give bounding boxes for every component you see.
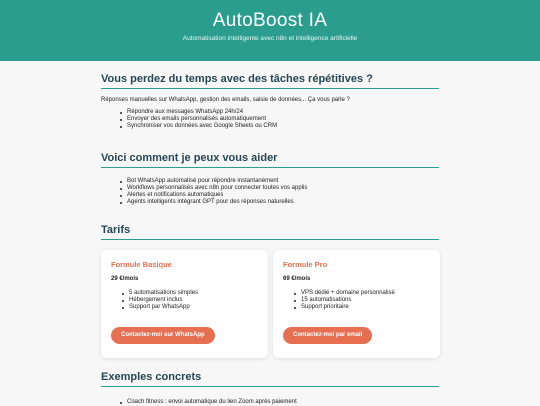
examples-section [101, 371, 439, 406]
plan-price: 29 €/mois [111, 276, 139, 282]
whatsapp-contact-button[interactable]: Contactez-moi sur WhatsApp [111, 327, 215, 344]
pricing-section [101, 224, 439, 240]
list-item: Alertes et notifications automatiques [127, 192, 439, 199]
site-subtitle: Automatisation intelligente avec n8n et intelligence artificielle [182, 35, 358, 42]
list-item: 15 automatisations [301, 297, 395, 304]
problem-intro: Réponses manuelles sur WhatsApp, gestion des emails, saisie de données... Ça vous parle ? [101, 97, 350, 103]
list-item: Bot WhatsApp automatisé pour répondre instantanément [127, 178, 439, 185]
list-item: Agents intelligents intégrant GPT pour des réponses naturelles [127, 199, 439, 206]
site-title: AutoBoost IA [212, 10, 328, 31]
solution-list [101, 178, 439, 206]
plan-card-pro [273, 250, 440, 358]
email-contact-button[interactable]: Contactez-moi par email [283, 327, 372, 344]
pricing-title: Tarifs [101, 224, 439, 240]
pricing-cards [101, 250, 439, 358]
list-item: Synchroniser vos données avec Google Sheets ou CRM [127, 123, 439, 130]
solution-section [101, 152, 439, 206]
examples-title: Exemples concrets [101, 371, 439, 387]
list-item: Support prioritaire [301, 304, 395, 311]
list-item: Répondre aux messages WhatsApp 24h/24 [127, 109, 439, 116]
list-item: Envoyer des emails personnalisés automatiquement [127, 116, 439, 123]
solution-title: Voici comment je peux vous aider [101, 152, 439, 168]
problem-list [101, 109, 439, 130]
list-item: Workflows personnalisés avec n8n pour connecter toutes vos applis [127, 185, 439, 192]
plan-price: 69 €/mois [283, 276, 311, 282]
list-item: VPS dédié + domaine personnalisé [301, 290, 395, 296]
plan-features [129, 290, 198, 311]
plan-name: Formule Basique [111, 260, 172, 269]
problem-section [101, 73, 439, 130]
list-item: Hébergement inclus [129, 297, 198, 304]
list-item: Coach fitness : envoi automatique du lien Zoom après paiement [127, 399, 439, 406]
page-header [0, 0, 540, 61]
list-item: Support par WhatsApp [129, 304, 198, 311]
list-item: 5 automatisations simples [129, 290, 199, 296]
plan-features [301, 290, 395, 311]
problem-title: Vous perdez du temps avec des tâches répétitives ? [101, 73, 439, 89]
plan-card-basic [101, 250, 268, 358]
plan-name: Formule Pro [283, 260, 328, 269]
